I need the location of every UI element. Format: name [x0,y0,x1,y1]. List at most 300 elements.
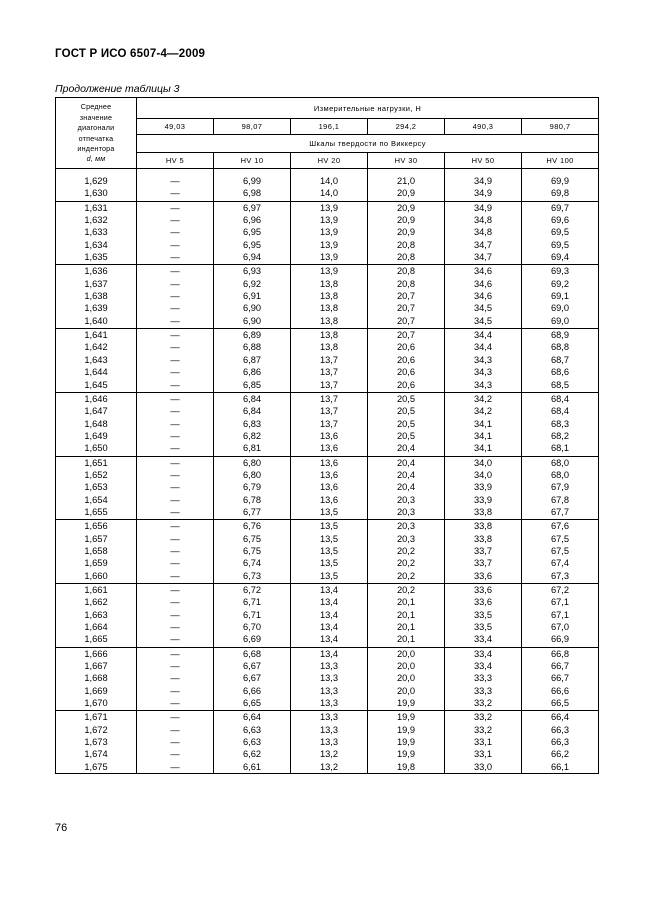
table-row [56,226,599,238]
diagonal-cell: 1,631 [56,201,137,214]
hardness-cell: 34,6 [445,290,522,302]
diagonal-cell: 1,669 [56,685,137,697]
hardness-cell: 20,9 [368,187,445,201]
hardness-cell: 13,7 [291,379,368,393]
hardness-cell: 66,9 [522,633,599,647]
hardness-cell: 19,8 [368,761,445,774]
hardness-cell: 13,7 [291,392,368,405]
hardness-cell: 68,1 [522,442,599,456]
hardness-cell: 6,71 [214,596,291,608]
hardness-cell: 20,2 [368,570,445,584]
scale-header: HV 30 [368,153,445,169]
hardness-cell: 67,5 [522,545,599,557]
hardness-cell: 68,3 [522,418,599,430]
diagonal-cell: 1,662 [56,596,137,608]
hardness-cell: — [137,392,214,405]
table-row [56,469,599,481]
hardness-cell: 13,7 [291,418,368,430]
load-header: 294,2 [368,119,445,135]
hardness-cell: 68,9 [522,329,599,342]
diagonal-cell: 1,667 [56,660,137,672]
corner-line: отпечатка [78,133,114,143]
hardness-cell: 33,2 [445,711,522,724]
hardness-cell: 20,0 [368,647,445,660]
hardness-cell: 6,83 [214,418,291,430]
hardness-cell: — [137,469,214,481]
hardness-cell: 69,2 [522,278,599,290]
diagonal-cell: 1,675 [56,761,137,774]
diagonal-cell: 1,636 [56,265,137,278]
hardness-cell: 13,9 [291,226,368,238]
hardness-cell: — [137,570,214,584]
hardness-cell: 13,4 [291,647,368,660]
hardness-cell: 34,7 [445,239,522,251]
hardness-cell: — [137,609,214,621]
hardness-cell: 69,0 [522,315,599,329]
hardness-cell: 13,3 [291,697,368,711]
diagonal-cell: 1,638 [56,290,137,302]
hardness-cell: 20,0 [368,672,445,684]
hardness-cell: 13,5 [291,570,368,584]
diagonal-cell: 1,666 [56,647,137,660]
diagonal-cell: 1,671 [56,711,137,724]
load-header: 49,03 [137,119,214,135]
hardness-cell: 34,7 [445,251,522,265]
hardness-cell: 13,4 [291,633,368,647]
vickers-hardness-table [55,97,599,774]
hardness-cell: 20,4 [368,469,445,481]
hardness-cell: 34,8 [445,214,522,226]
hardness-cell: 13,2 [291,761,368,774]
hardness-cell: — [137,366,214,378]
hardness-cell: 33,0 [445,761,522,774]
diagonal-cell: 1,674 [56,748,137,760]
hardness-cell: 67,4 [522,557,599,569]
table-row [56,506,599,520]
hardness-cell: — [137,302,214,314]
hardness-cell: — [137,660,214,672]
table-row [56,557,599,569]
hardness-cell: — [137,239,214,251]
diagonal-cell: 1,659 [56,557,137,569]
hardness-cell: 20,5 [368,392,445,405]
hardness-cell: 20,2 [368,584,445,597]
hardness-cell: — [137,533,214,545]
corner-line: индентора [77,143,115,153]
hardness-cell: 6,75 [214,545,291,557]
hardness-cell: — [137,647,214,660]
hardness-cell: — [137,418,214,430]
diagonal-cell: 1,651 [56,456,137,469]
hardness-cell: 69,4 [522,251,599,265]
diagonal-cell: 1,646 [56,392,137,405]
hardness-cell: 13,8 [291,302,368,314]
diagonal-cell: 1,643 [56,354,137,366]
hardness-cell: 6,67 [214,672,291,684]
hardness-cell: — [137,315,214,329]
hardness-cell: 6,68 [214,647,291,660]
hardness-cell: 33,8 [445,506,522,520]
hardness-cell: 20,8 [368,251,445,265]
hardness-cell: 33,2 [445,697,522,711]
hardness-cell: 67,3 [522,570,599,584]
table-row [56,748,599,760]
hardness-cell: — [137,697,214,711]
hardness-cell: 34,9 [445,187,522,201]
table-row [56,187,599,201]
diagonal-cell: 1,647 [56,405,137,417]
hardness-cell: 33,1 [445,748,522,760]
hardness-cell: 66,3 [522,724,599,736]
hardness-cell: 34,1 [445,418,522,430]
table-row [56,201,599,214]
hardness-cell: — [137,214,214,226]
hardness-cell: 20,8 [368,265,445,278]
hardness-cell: 68,8 [522,341,599,353]
hardness-cell: 33,6 [445,584,522,597]
table-row [56,442,599,456]
diagonal-cell: 1,645 [56,379,137,393]
hardness-cell: 6,91 [214,290,291,302]
hardness-cell: 33,4 [445,633,522,647]
table-row [56,405,599,417]
diagonal-cell: 1,654 [56,494,137,506]
hardness-cell: 69,9 [522,169,599,188]
hardness-cell: 13,9 [291,214,368,226]
hardness-cell: 69,5 [522,239,599,251]
diagonal-cell: 1,650 [56,442,137,456]
hardness-cell: 6,81 [214,442,291,456]
hardness-cell: 33,5 [445,609,522,621]
hardness-cell: — [137,506,214,520]
table-row [56,315,599,329]
diagonal-cell: 1,632 [56,214,137,226]
hardness-cell: 13,9 [291,239,368,251]
table-row [56,533,599,545]
hardness-cell: 13,6 [291,481,368,493]
diagonal-cell: 1,670 [56,697,137,711]
table-row [56,596,599,608]
hardness-cell: — [137,265,214,278]
table-row [56,354,599,366]
hardness-cell: 20,1 [368,609,445,621]
hardness-cell: 19,9 [368,724,445,736]
hardness-cell: — [137,621,214,633]
hardness-cell: — [137,442,214,456]
scale-header: HV 100 [522,153,599,169]
hardness-cell: 66,7 [522,660,599,672]
table-row [56,647,599,660]
table-row [56,761,599,774]
hardness-cell: 33,3 [445,685,522,697]
hardness-cell: 13,8 [291,329,368,342]
hardness-cell: 33,5 [445,621,522,633]
table-row [56,290,599,302]
hardness-cell: — [137,430,214,442]
hardness-cell: 20,9 [368,226,445,238]
hardness-cell: — [137,187,214,201]
diagonal-cell: 1,655 [56,506,137,520]
scales-header: Шкалы твердости по Виккерсу [137,135,599,153]
hardness-cell: 33,7 [445,557,522,569]
hardness-cell: 69,7 [522,201,599,214]
hardness-cell: 6,63 [214,736,291,748]
hardness-cell: 6,89 [214,329,291,342]
hardness-cell: — [137,494,214,506]
hardness-cell: — [137,596,214,608]
hardness-cell: 67,9 [522,481,599,493]
hardness-cell: — [137,226,214,238]
hardness-cell: — [137,456,214,469]
hardness-cell: 6,98 [214,187,291,201]
hardness-cell: 20,7 [368,329,445,342]
hardness-cell: 67,6 [522,520,599,533]
hardness-cell: 33,9 [445,494,522,506]
corner-unit: d, мм [86,154,106,164]
hardness-cell: — [137,290,214,302]
hardness-cell: 14,0 [291,169,368,188]
scale-header: HV 10 [214,153,291,169]
table-row [56,329,599,342]
hardness-cell: 66,4 [522,711,599,724]
hardness-cell: 13,3 [291,672,368,684]
hardness-cell: 67,7 [522,506,599,520]
hardness-cell: 20,5 [368,418,445,430]
loads-header: Измерительные нагрузки, Н [137,98,599,119]
hardness-cell: 20,1 [368,621,445,633]
hardness-cell: 33,2 [445,724,522,736]
table-row [56,481,599,493]
hardness-cell: 20,5 [368,405,445,417]
hardness-cell: 66,7 [522,672,599,684]
hardness-cell: 20,6 [368,379,445,393]
table-row [56,251,599,265]
hardness-cell: 69,0 [522,302,599,314]
hardness-cell: 69,3 [522,265,599,278]
hardness-cell: 13,6 [291,469,368,481]
hardness-cell: — [137,685,214,697]
hardness-cell: 34,1 [445,442,522,456]
hardness-cell: — [137,545,214,557]
table-row [56,621,599,633]
table-row [56,736,599,748]
hardness-cell: 33,8 [445,520,522,533]
hardness-cell: 20,4 [368,442,445,456]
hardness-cell: 13,9 [291,251,368,265]
corner-line: диагонали [77,123,115,133]
table-row [56,418,599,430]
table-row [56,724,599,736]
hardness-cell: 33,4 [445,660,522,672]
hardness-cell: 34,0 [445,456,522,469]
hardness-cell: 34,4 [445,329,522,342]
hardness-cell: 13,4 [291,596,368,608]
hardness-cell: 69,5 [522,226,599,238]
diagonal-cell: 1,656 [56,520,137,533]
hardness-cell: 6,75 [214,533,291,545]
hardness-cell: 6,99 [214,169,291,188]
hardness-cell: — [137,379,214,393]
hardness-cell: 33,8 [445,533,522,545]
hardness-cell: 13,7 [291,405,368,417]
page-number: 76 [55,822,68,834]
hardness-cell: 6,86 [214,366,291,378]
hardness-cell: 6,95 [214,226,291,238]
hardness-cell: 66,2 [522,748,599,760]
hardness-cell: 19,9 [368,736,445,748]
table-row [56,520,599,533]
table-row [56,278,599,290]
diagonal-cell: 1,664 [56,621,137,633]
hardness-cell: 13,3 [291,711,368,724]
table-row [56,697,599,711]
table-row [56,711,599,724]
scale-header: HV 50 [445,153,522,169]
hardness-cell: 6,77 [214,506,291,520]
table-row [56,341,599,353]
hardness-cell: 68,4 [522,405,599,417]
hardness-cell: 6,84 [214,405,291,417]
hardness-cell: 33,7 [445,545,522,557]
hardness-cell: 6,61 [214,761,291,774]
diagonal-cell: 1,649 [56,430,137,442]
table-row [56,660,599,672]
table-row [56,265,599,278]
hardness-cell: 13,6 [291,456,368,469]
hardness-cell: 20,0 [368,685,445,697]
hardness-cell: 68,5 [522,379,599,393]
diagonal-cell: 1,668 [56,672,137,684]
table-row [56,609,599,621]
hardness-cell: 6,76 [214,520,291,533]
diagonal-cell: 1,657 [56,533,137,545]
hardness-cell: — [137,405,214,417]
diagonal-cell: 1,637 [56,278,137,290]
hardness-cell: 69,8 [522,187,599,201]
hardness-cell: 6,64 [214,711,291,724]
hardness-cell: 67,2 [522,584,599,597]
hardness-cell: 33,4 [445,647,522,660]
hardness-cell: 20,8 [368,278,445,290]
hardness-cell: — [137,329,214,342]
diagonal-cell: 1,661 [56,584,137,597]
hardness-cell: 13,3 [291,660,368,672]
hardness-cell: 20,3 [368,533,445,545]
hardness-cell: 6,72 [214,584,291,597]
hardness-cell: 67,1 [522,596,599,608]
hardness-cell: 20,9 [368,201,445,214]
hardness-cell: 6,73 [214,570,291,584]
hardness-cell: 6,78 [214,494,291,506]
hardness-cell: 34,0 [445,469,522,481]
hardness-cell: 13,6 [291,494,368,506]
table-continuation-caption: Продолжение таблицы 3 [55,83,180,95]
table-row [56,685,599,697]
hardness-cell: 13,5 [291,545,368,557]
hardness-cell: 68,7 [522,354,599,366]
hardness-cell: 68,0 [522,456,599,469]
hardness-cell: 20,3 [368,506,445,520]
table-row [56,239,599,251]
hardness-cell: 13,3 [291,724,368,736]
hardness-cell: 20,4 [368,456,445,469]
hardness-cell: 6,65 [214,697,291,711]
hardness-cell: 13,9 [291,265,368,278]
scale-header: HV 20 [291,153,368,169]
hardness-cell: 20,3 [368,520,445,533]
hardness-cell: 6,80 [214,456,291,469]
diagonal-cell: 1,633 [56,226,137,238]
hardness-cell: 34,3 [445,379,522,393]
table-row [56,379,599,393]
hardness-cell: 67,8 [522,494,599,506]
hardness-cell: 6,95 [214,239,291,251]
hardness-cell: 20,2 [368,545,445,557]
hardness-cell: 20,1 [368,633,445,647]
hardness-cell: 34,9 [445,201,522,214]
hardness-cell: 20,9 [368,214,445,226]
table-row [56,672,599,684]
hardness-cell: 34,8 [445,226,522,238]
document-title: ГОСТ Р ИСО 6507-4—2009 [55,48,206,60]
hardness-cell: 6,67 [214,660,291,672]
table-row [56,214,599,226]
load-header: 490,3 [445,119,522,135]
diagonal-cell: 1,639 [56,302,137,314]
hardness-cell: 6,79 [214,481,291,493]
hardness-cell: 6,90 [214,315,291,329]
diagonal-cell: 1,640 [56,315,137,329]
hardness-cell: 20,0 [368,660,445,672]
hardness-cell: 13,7 [291,366,368,378]
diagonal-cell: 1,660 [56,570,137,584]
hardness-cell: — [137,633,214,647]
hardness-cell: 13,4 [291,609,368,621]
hardness-cell: — [137,278,214,290]
hardness-cell: 13,8 [291,290,368,302]
hardness-cell: 6,62 [214,748,291,760]
hardness-cell: 19,9 [368,711,445,724]
table-row [56,570,599,584]
hardness-cell: 6,84 [214,392,291,405]
hardness-cell: 13,5 [291,533,368,545]
hardness-cell: — [137,481,214,493]
hardness-cell: 34,3 [445,354,522,366]
diagonal-cell: 1,665 [56,633,137,647]
hardness-cell: 6,97 [214,201,291,214]
hardness-cell: 34,3 [445,366,522,378]
table-row [56,302,599,314]
hardness-cell: 66,1 [522,761,599,774]
hardness-cell: 20,8 [368,239,445,251]
table-row [56,169,599,188]
table-body [56,169,599,774]
hardness-cell: 34,2 [445,392,522,405]
hardness-cell: 68,0 [522,469,599,481]
diagonal-column-header [56,98,137,169]
diagonal-cell: 1,635 [56,251,137,265]
hardness-cell: 6,96 [214,214,291,226]
hardness-cell: 69,6 [522,214,599,226]
hardness-cell: 20,2 [368,557,445,569]
hardness-cell: 19,9 [368,697,445,711]
hardness-cell: — [137,761,214,774]
hardness-cell: 20,6 [368,341,445,353]
load-header: 196,1 [291,119,368,135]
diagonal-cell: 1,629 [56,169,137,188]
hardness-cell: 6,90 [214,302,291,314]
corner-line: Среднее [80,102,112,112]
